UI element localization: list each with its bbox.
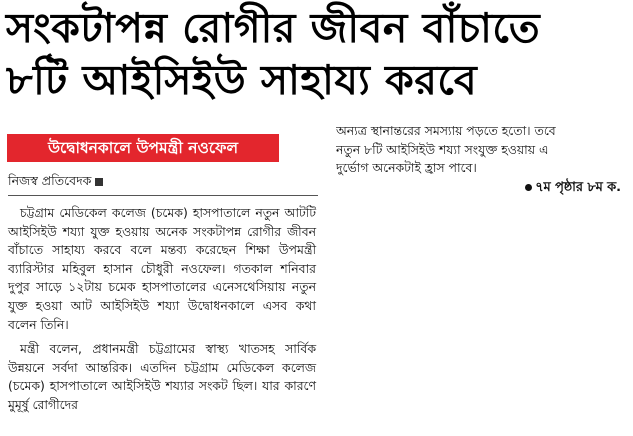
headline-line-1: সংকটাপন্ন রোগীর জীবন বাঁচাতে [6, 4, 541, 52]
body-column-right [336, 122, 628, 178]
right-line-3: দুর্ভোগ অনেকটাই হ্রাস পাবে। [336, 160, 477, 176]
paragraph-2: মন্ত্রী বলেন, প্রধানমন্ত্রী চট্টগ্রামের স্বাস্থ্য খাতসহ সার্বিক উন্নয়নে সর্বদা আন্তরিক। এতদিন চট্টগ্রাম মেডিকেল কলেজ (চমেক) হাসপাতালে আইসিইউ শয্যার সংকট ছিল। যার কারণে মুমূর্ষু রোগীদের [8, 341, 316, 412]
body-column-left [8, 204, 316, 421]
divider [8, 195, 318, 196]
continued-text: ৭ম পৃষ্ঠার ৮ম ক. [535, 180, 621, 195]
right-line-1: অন্যত্র স্থানান্তরের সমস্যায় পড়তে হতো। তবে [336, 123, 556, 138]
byline-text: নিজস্ব প্রতিবেদক [8, 173, 92, 188]
right-line-2: নতুন ৮টি আইসিইউ শয্যা সংযুক্ত হওয়ায় এ [336, 141, 549, 157]
headline [6, 2, 628, 106]
paragraph-1: চট্টগ্রাম মেডিকেল কলেজ (চমেক) হাসপাতালে নতুন আটটি আইসিইউ শয্যা যুক্ত হওয়ায় অনেক সংকটাপন্ন রোগীর জীবন বাঁচাতে সাহায্য করবে বলে মন্তব্য করেছেন শিক্ষা উপমন্ত্রী ব্যারিস্টার মহিবুল হাসান চৌধুরী নওফেল। গতকাল শনিবার দুপুর সাড়ে ১২টায় চমেক হাসপাতালের এনেসথেসিয়ায় নতুন যুক্ত হওয়া আট আইসিইউ শয্যা উদ্বোধনকালে এসব কথা বলেন তিনি। [8, 205, 316, 332]
subheadline-banner: উদ্বোধনকালে উপমন্ত্রী নওফেল [7, 134, 279, 162]
headline-line-2: ৮টি আইসিইউ সাহায্য করবে [6, 56, 478, 104]
continued-on [525, 178, 621, 199]
byline-square-icon [95, 178, 103, 186]
bullet-icon [525, 184, 532, 191]
byline [8, 172, 103, 190]
